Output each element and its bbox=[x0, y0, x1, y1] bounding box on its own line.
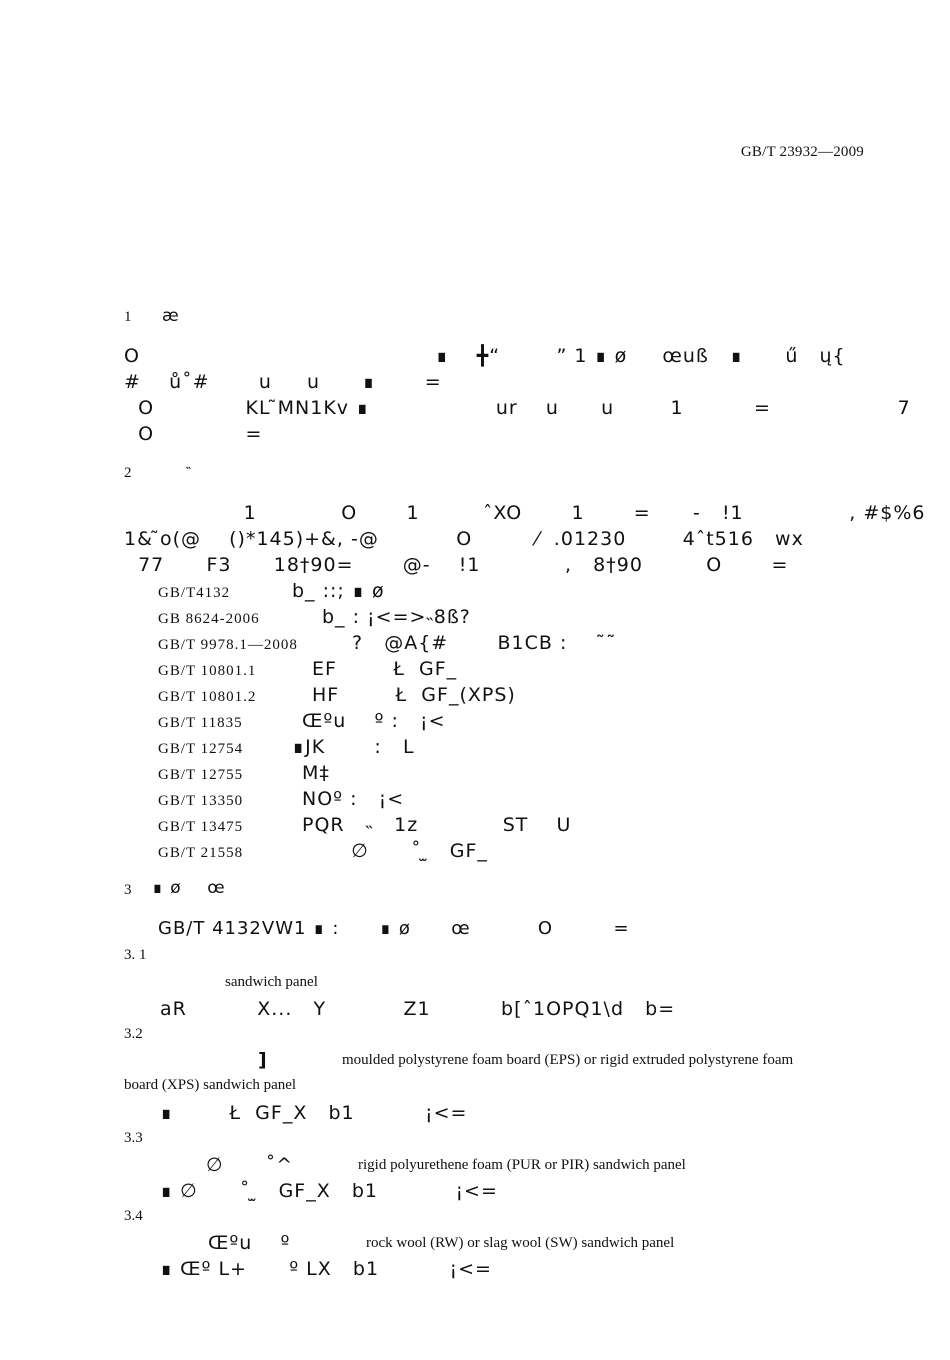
section-1-line: O ∎ ╋“ ” 1 ∎ ø œuß ∎ ű ų{ bbox=[124, 345, 846, 367]
reference-item bbox=[158, 762, 330, 784]
reference-title: M‡ bbox=[302, 762, 330, 784]
section-2-line: 1 O 1 ˆXO 1 = - !1 , #$%6 bbox=[124, 502, 926, 524]
reference-code: GB/T 21558 bbox=[158, 845, 244, 861]
reference-code: GB/T 12754 bbox=[158, 741, 244, 757]
term-english-continued: board (XPS) sandwich panel bbox=[124, 1077, 297, 1093]
section-1-line: # ů˚# u u ∎ = bbox=[124, 371, 442, 393]
term-number: 3.4 bbox=[124, 1208, 143, 1224]
reference-title: HF Ł GF_(XPS) bbox=[312, 684, 516, 706]
term-english: rigid polyurethene foam (PUR or PIR) sandwich panel bbox=[358, 1157, 686, 1173]
section-2-number: 2 bbox=[124, 465, 132, 481]
reference-item bbox=[158, 606, 471, 629]
reference-code: GB/T 11835 bbox=[158, 715, 243, 731]
reference-code: GB/T 13475 bbox=[158, 819, 244, 835]
term-name: Œºu º bbox=[208, 1232, 291, 1254]
section-2-line: 77 F3 18†90= @- !1 , 8†90 O = bbox=[124, 554, 789, 576]
reference-code: GB 8624-2006 bbox=[158, 611, 260, 627]
reference-title: EF Ł GF_ bbox=[312, 658, 458, 680]
term-name: ] bbox=[258, 1049, 268, 1071]
term-number: 3.2 bbox=[124, 1026, 143, 1042]
reference-item bbox=[158, 840, 488, 862]
term-english: moulded polystyrene foam board (EPS) or rigid extruded polystyrene foam bbox=[342, 1052, 794, 1068]
term-number: 3. 1 bbox=[124, 947, 147, 963]
reference-item bbox=[158, 788, 404, 810]
reference-title: PQR ˵ 1z ST U bbox=[302, 814, 572, 836]
reference-item bbox=[158, 710, 446, 732]
section-3-title: ∎ ø œ bbox=[152, 878, 226, 898]
reference-code: GB/T 10801.2 bbox=[158, 689, 257, 705]
reference-code: GB/T 10801.1 bbox=[158, 663, 257, 679]
reference-code: GB/T 12755 bbox=[158, 767, 244, 783]
section-1-line: O KL ̃MN1Kv ∎ ur u u 1 = 7 bbox=[124, 397, 911, 419]
section-3-number: 3 bbox=[124, 882, 132, 898]
reference-title: ∅ ˚ ̫ GF_ bbox=[302, 840, 488, 862]
section-1-line: O = bbox=[124, 423, 263, 445]
reference-title: b_ ::; ∎ ø bbox=[292, 580, 385, 602]
reference-item bbox=[158, 580, 385, 602]
reference-code: GB/T 13350 bbox=[158, 793, 244, 809]
term-definition: ∎ ∅ ˚ ̫ GF_X b1 ¡<= bbox=[160, 1180, 498, 1202]
term-definition: aR X... Y Z1 b[ˆ1OPQ1\d b= bbox=[160, 998, 676, 1020]
section-3-intro: GB/T 4132VW1 ∎ : ∎ ø œ O = bbox=[158, 918, 630, 939]
reference-code: GB/T 9978.1—2008 bbox=[158, 637, 298, 653]
reference-title: ∎JK : L bbox=[292, 736, 415, 758]
term-name: ∅ ˚^ bbox=[206, 1154, 294, 1176]
reference-title: Œºu º : ¡< bbox=[302, 710, 446, 732]
section-1-number: 1 bbox=[124, 309, 132, 325]
reference-code: GB/T4132 bbox=[158, 585, 231, 601]
reference-title: NOº : ¡< bbox=[302, 788, 405, 810]
reference-title: ? @A{# B1CB : ˜˜ bbox=[352, 632, 617, 654]
term-english: rock wool (RW) or slag wool (SW) sandwich panel bbox=[366, 1235, 675, 1251]
section-2-title: ˵ bbox=[186, 459, 192, 475]
standard-header: GB/T 23932—2009 bbox=[740, 144, 864, 160]
section-1-title: æ bbox=[162, 306, 180, 326]
term-number: 3.3 bbox=[124, 1130, 143, 1146]
term-definition: ∎ Ł GF_X b1 ¡<= bbox=[160, 1102, 468, 1124]
section-2-line: 1& ̃o(@ ()*145)+&, -@ O ⁄ .01230 4ˆt516 wx bbox=[124, 528, 804, 550]
term-definition: ∎ Œº L+ º LX b1 ¡<= bbox=[160, 1258, 492, 1280]
reference-item bbox=[158, 658, 457, 680]
term-english: sandwich panel bbox=[225, 974, 318, 990]
reference-item bbox=[158, 736, 415, 758]
reference-title: b_ : ¡<=>˵8ß? bbox=[322, 606, 471, 628]
reference-item bbox=[158, 684, 516, 706]
reference-item bbox=[158, 814, 571, 837]
reference-item bbox=[158, 632, 617, 654]
